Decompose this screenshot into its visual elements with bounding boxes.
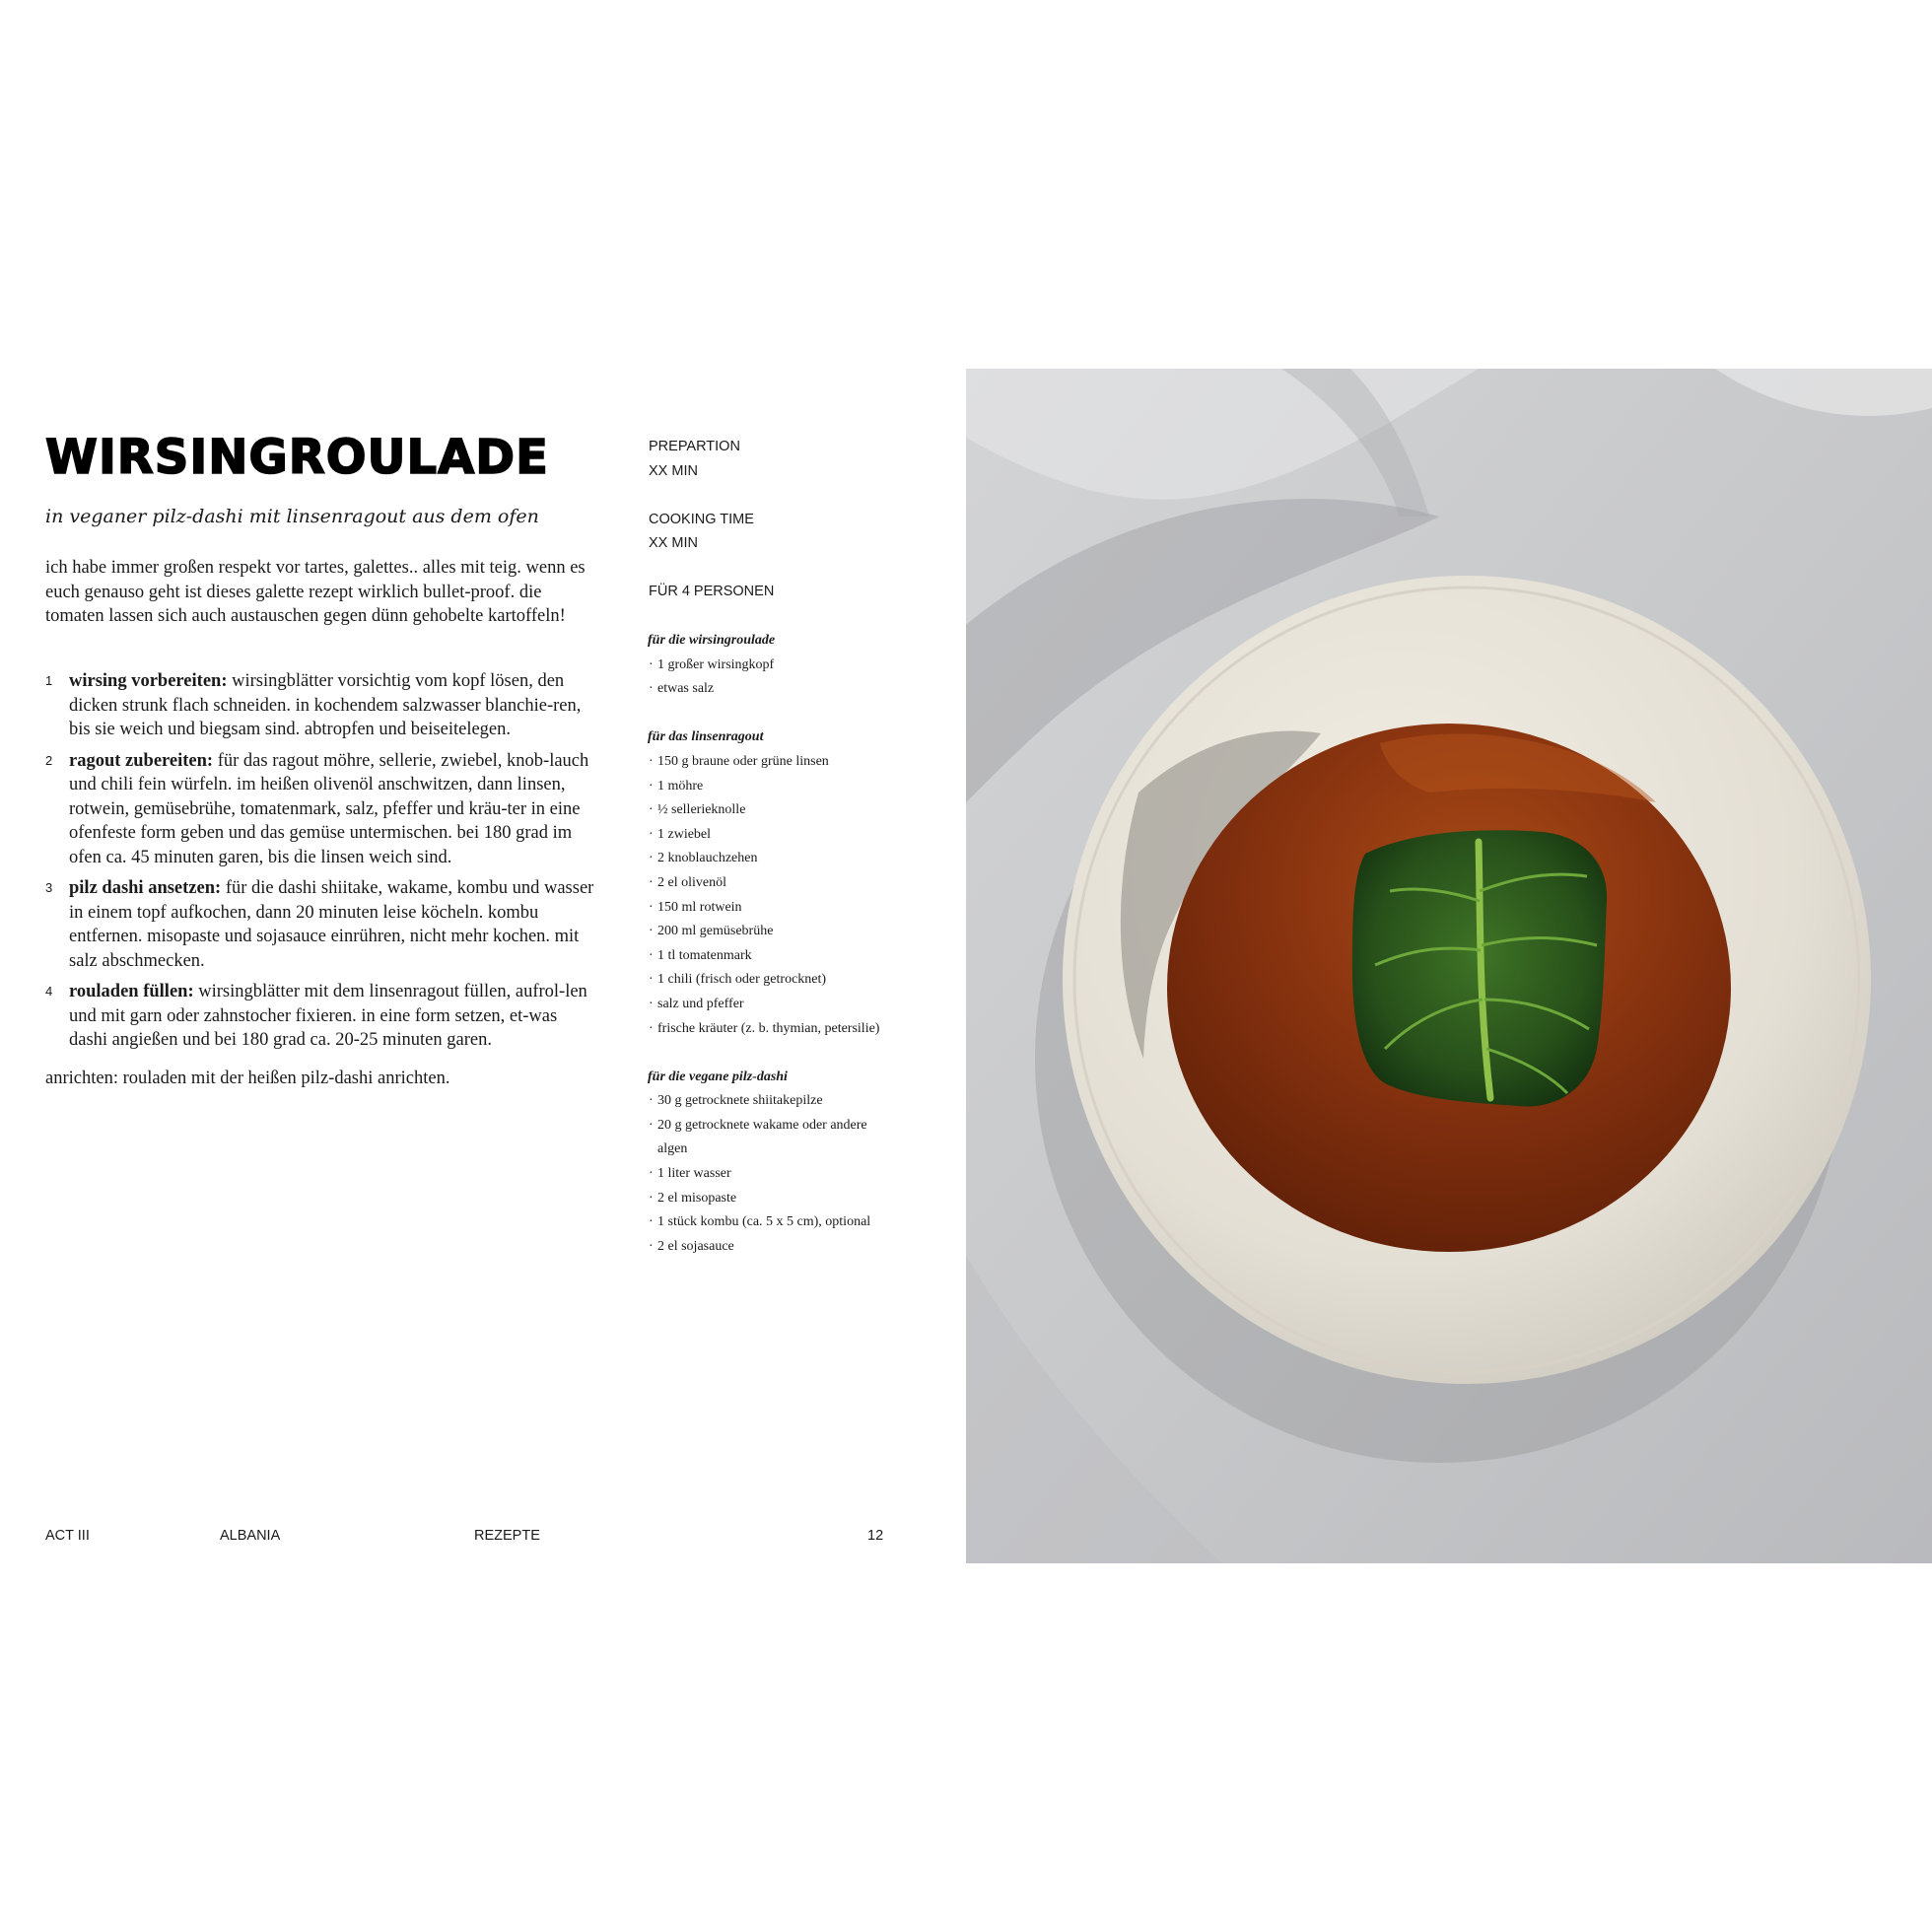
ingredient-item: · 2 knoblauchzehen bbox=[648, 847, 884, 871]
ingredient-item: · 20 g getrocknete wakame oder andere algen bbox=[648, 1114, 884, 1162]
step-text: wirsingblätter mit dem linsenragout füllen, aufrol-len und mit garn oder zahnstocher fixieren. in eine form setzen, et-was dashi angießen und bei 180 grad ca. 20-25 minuten garen. bbox=[69, 982, 587, 1050]
servings-label: FÜR 4 PERSONEN bbox=[649, 584, 775, 599]
cooking-time bbox=[649, 508, 885, 556]
ingredient-group bbox=[648, 629, 884, 702]
prep-time-label: PREPARTION bbox=[649, 439, 740, 454]
cabbage-roll bbox=[1352, 830, 1607, 1106]
servings bbox=[649, 580, 885, 604]
ingredient-item: · 1 tl tomatenmark bbox=[648, 944, 884, 969]
step-heading: pilz dashi ansetzen: bbox=[69, 878, 222, 898]
ingredient-item: · 30 g getrocknete shiitakepilze bbox=[648, 1089, 884, 1114]
ingredient-items bbox=[648, 1089, 884, 1259]
step-number: 2 bbox=[45, 752, 53, 768]
ingredient-group bbox=[648, 725, 884, 1041]
ingredient-item: · 1 zwiebel bbox=[648, 823, 884, 848]
step-heading: ragout zubereiten: bbox=[69, 750, 214, 771]
step-item bbox=[45, 749, 597, 870]
ingredient-item: · etwas salz bbox=[648, 677, 884, 702]
step-item bbox=[45, 669, 597, 742]
recipe-title: WIRSINGROULADE bbox=[45, 430, 549, 485]
footer-country: ALBANIA bbox=[220, 1528, 281, 1544]
step-text: für das ragout möhre, sellerie, zwiebel, knob-lauch und chili fein würfeln. im heißen olivenöl anschwitzen, dann linsen, rotwein, gemüsebrühe, tomatenmark, salz, pfeffer und kräu-ter in eine ofenfeste form geben und das gemüse untermischen. bei 180 grad im ofen ca. 45 minuten garen, bis die linsen weich sind. bbox=[69, 750, 589, 867]
footer-act: ACT III bbox=[45, 1528, 90, 1544]
ingredient-item: · 1 liter wasser bbox=[648, 1162, 884, 1187]
ingredient-item: · frische kräuter (z. b. thymian, petersilie) bbox=[648, 1017, 884, 1042]
ingredient-item: · 2 el sojasauce bbox=[648, 1235, 884, 1260]
recipe-subtitle: in veganer pilz-dashi mit linsenragout aus dem ofen bbox=[45, 506, 539, 527]
recipe-meta bbox=[649, 435, 885, 628]
step-heading: rouladen füllen: bbox=[69, 982, 194, 1001]
recipe-intro: ich habe immer großen respekt vor tartes, galettes.. alles mit teig. wenn es euch genauso geht ist dieses galette rezept wirklich bullet-proof. die tomaten lassen sich auch austauschen gegen dünn gehobelte kartoffeln! bbox=[45, 558, 586, 626]
footer-section: REZEPTE bbox=[474, 1528, 540, 1544]
step-item bbox=[45, 980, 597, 1053]
ingredient-group-heading: für die wirsingroulade bbox=[648, 633, 776, 648]
ingredients-list bbox=[648, 629, 884, 1283]
cooking-time-label: COOKING TIME bbox=[649, 511, 754, 527]
step-item bbox=[45, 876, 597, 973]
page-footer bbox=[0, 1522, 887, 1550]
ingredient-item: · salz und pfeffer bbox=[648, 993, 884, 1017]
ingredient-item: · 1 chili (frisch oder getrocknet) bbox=[648, 968, 884, 993]
page-number: 12 bbox=[867, 1528, 884, 1544]
ingredient-items bbox=[648, 654, 884, 702]
ingredient-item: · ½ sellerieknolle bbox=[648, 798, 884, 823]
step-number: 1 bbox=[45, 673, 53, 688]
step-text: für die dashi shiitake, wakame, kombu und wasser in einem topf aufkochen, dann 20 minuten leise köcheln. kombu entfernen. misopaste und sojasauce einrühren, nicht mehr kochen. mit salz abschmecken. bbox=[69, 878, 594, 971]
step-text: wirsingblätter vorsichtig vom kopf lösen, den dicken strunk flach schneiden. in kochendem salzwasser blanchie-ren, bis sie weich und biegsam sind. abtropfen und beiseitelegen. bbox=[69, 671, 582, 739]
ingredient-item: · 1 großer wirsingkopf bbox=[648, 654, 884, 678]
ingredient-item: · 1 stück kombu (ca. 5 x 5 cm), optional bbox=[648, 1210, 884, 1235]
ingredient-item: · 1 möhre bbox=[648, 775, 884, 799]
serving-note: anrichten: rouladen mit der heißen pilz-dashi anrichten. bbox=[45, 1069, 450, 1088]
ingredient-item: · 2 el misopaste bbox=[648, 1187, 884, 1211]
ingredient-item: · 150 ml rotwein bbox=[648, 896, 884, 921]
ingredient-group-heading: für das linsenragout bbox=[648, 729, 764, 745]
ingredient-item: · 2 el olivenöl bbox=[648, 871, 884, 896]
step-number: 4 bbox=[45, 984, 53, 999]
recipe-steps bbox=[45, 669, 597, 1060]
ingredient-item: · 200 ml gemüsebrühe bbox=[648, 920, 884, 944]
step-number: 3 bbox=[45, 880, 53, 895]
ingredient-group bbox=[648, 1066, 884, 1260]
cooking-time-value: XX MIN bbox=[649, 535, 698, 551]
prep-time bbox=[649, 435, 885, 483]
step-heading: wirsing vorbereiten: bbox=[69, 671, 228, 691]
dish-photo bbox=[966, 369, 1932, 1563]
ingredient-items bbox=[648, 750, 884, 1041]
ingredient-item: · 150 g braune oder grüne linsen bbox=[648, 750, 884, 775]
ingredient-group-heading: für die vegane pilz-dashi bbox=[648, 1069, 788, 1084]
prep-time-value: XX MIN bbox=[649, 462, 698, 479]
